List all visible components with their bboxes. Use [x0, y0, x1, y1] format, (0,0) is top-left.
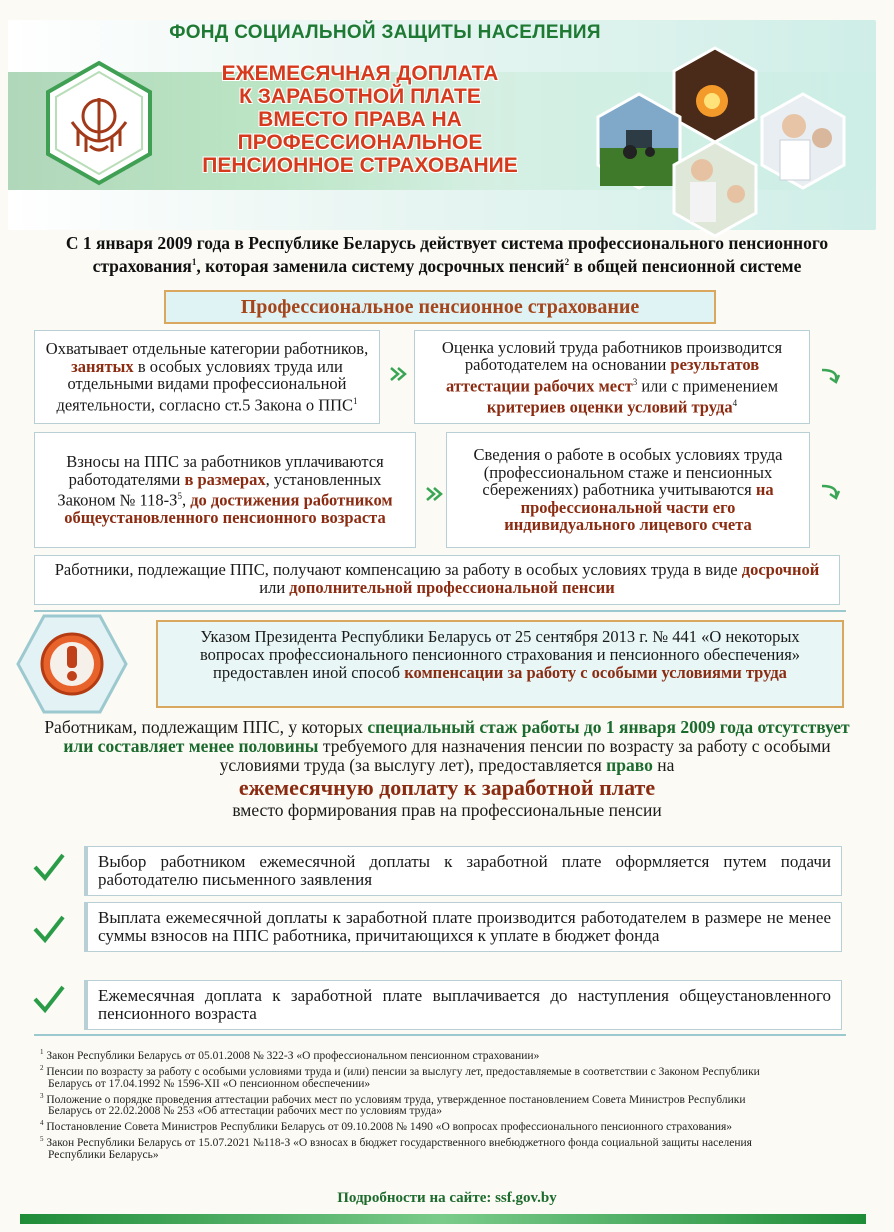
list-item: Выплата ежемесячной доплаты к заработной плате производится работодателем в размере не менее суммы взносов на ППС работника, причитающихся к уплате в бюджет фонда	[84, 902, 842, 952]
checkmark-icon	[32, 984, 66, 1014]
info-box-contributions: Взносы на ППС за работников уплачиваются работодателями в размерах, установленных Законом № $118-З^5$, до достижения работником общеустановленного пенсионного возраста	[34, 432, 416, 548]
curved-arrow-icon	[818, 366, 842, 388]
info-box-coverage: Охватывает отдельные категории работников, занятых в особых условиях труда или отдельными видами профессиональной деятельности, согласно ст.5 Закона о ППС$^1$	[34, 330, 380, 424]
footnote: $^2$ Пенсии по возрасту за работу с особыми условиями труда и (или) пенсии за выслугу лет, предоставляемые в соответствии с Законом Республики Беларусь от 17.04.1992 № 1596-XII «О пенсионном обеспечении»	[40, 1063, 760, 1090]
bottom-band	[20, 1214, 866, 1224]
chevron-right-icon	[424, 484, 444, 504]
fund-logo-icon	[44, 60, 154, 186]
intro-text: С 1 января 2009 года в Республике Беларусь действует система профессионального пенсионного страхования$^1$, которая заменила систему досрочных пенсий$^2$ в общей пенсионной системе	[65, 233, 829, 276]
doctor-photo	[760, 92, 846, 190]
footnote: $^4$ Постановление Совета Министров Республики Беларусь от 09.10.2008 № 1490 «О вопросах профессионального пенсионного страхования»	[40, 1119, 733, 1134]
warning-icon	[14, 612, 130, 716]
section-title: Профессиональное пенсионное страхование	[164, 290, 716, 324]
footnote: $^1$ Закон Республики Беларусь от 05.01.2008 № 322-З «О профессиональном пенсионном страховании»	[40, 1048, 540, 1062]
tractor-photo	[596, 92, 682, 190]
checkmark-icon	[32, 914, 66, 944]
footnote: $^3$ Положение о порядке проведения аттестации рабочих мест по условиям труда, утвержденное постановлением Совета Министров Республики Беларусь от 22.02.2008 № 253 «Об аттестации рабочих мест по условиям труда»	[40, 1091, 746, 1118]
decree-box: Указом Президента Республики Беларусь от 25 сентября 2013 г. № 441 «О некоторых вопросах профессионального пенсионного страхования и пенсионного обеспечения» предоставлен иной способ компенсации за работу с особыми условиями труда	[156, 620, 844, 708]
footnote: $^5$ Закон Республики Беларусь от 15.07.2021 №118-З «О взносах в бюджет государственного внебюджетного фонда социальной защиты населения Республики Беларусь»	[40, 1135, 752, 1162]
teacher-photo	[672, 140, 758, 238]
info-box-records: Сведения о работе в особых условиях труда (профессиональном стаже и пенсионных сбережениях) работника учитываются на профессиональной части его индивидуального лицевого счета	[446, 432, 810, 548]
divider	[34, 1034, 846, 1036]
info-box-assessment: Оценка условий труда работников производится работодателем на основании результатов аттестации рабочих мест$^3$ или с применением критериев оценки условий труда$^4$	[414, 330, 810, 424]
list-item: Ежемесячная доплата к заработной плате выплачивается до наступления общеустановленного пенсионного возраста	[84, 980, 842, 1030]
website-link[interactable]: Подробности на сайте: ssf.gov.by	[337, 1190, 557, 1206]
factory-photo	[672, 46, 758, 144]
checkmark-icon	[32, 852, 66, 882]
main-title: ЕЖЕМЕСЯЧНАЯ ДОПЛАТА К ЗАРАБОТНОЙ ПЛАТЕ ВМЕСТО ПРАВА НА ПРОФЕССИОНАЛЬНОЕ ПЕНСИОННОЕ СТРАХОВАНИЕ	[202, 62, 518, 177]
divider	[34, 610, 846, 612]
curved-arrow-icon	[818, 482, 842, 504]
chevron-right-icon	[388, 364, 408, 384]
footnotes	[40, 1046, 780, 1161]
list-item: Выбор работником ежемесячной доплаты к заработной плате оформляется путем подачи работодателю письменного заявления	[84, 846, 842, 896]
compensation-box: Работники, подлежащие ППС, получают компенсацию за работу в особых условиях труда в виде досрочной или дополнительной профессиональной пенсии	[34, 555, 840, 605]
fund-name: ФОНД СОЦИАЛЬНОЙ ЗАЩИТЫ НАСЕЛЕНИЯ	[169, 22, 601, 43]
eligibility-paragraph: Работникам, подлежащим ППС, у которых специальный стаж работы до 1 января 2009 года отсутствует или составляет менее половины требуемого для назначения пенсии по возрасту за работу с особыми условиями труда (за выслугу лет), предоставляется право на ежемесячную доплату к заработной плате вместо формирования прав на профессиональные пенсии	[44, 717, 850, 820]
